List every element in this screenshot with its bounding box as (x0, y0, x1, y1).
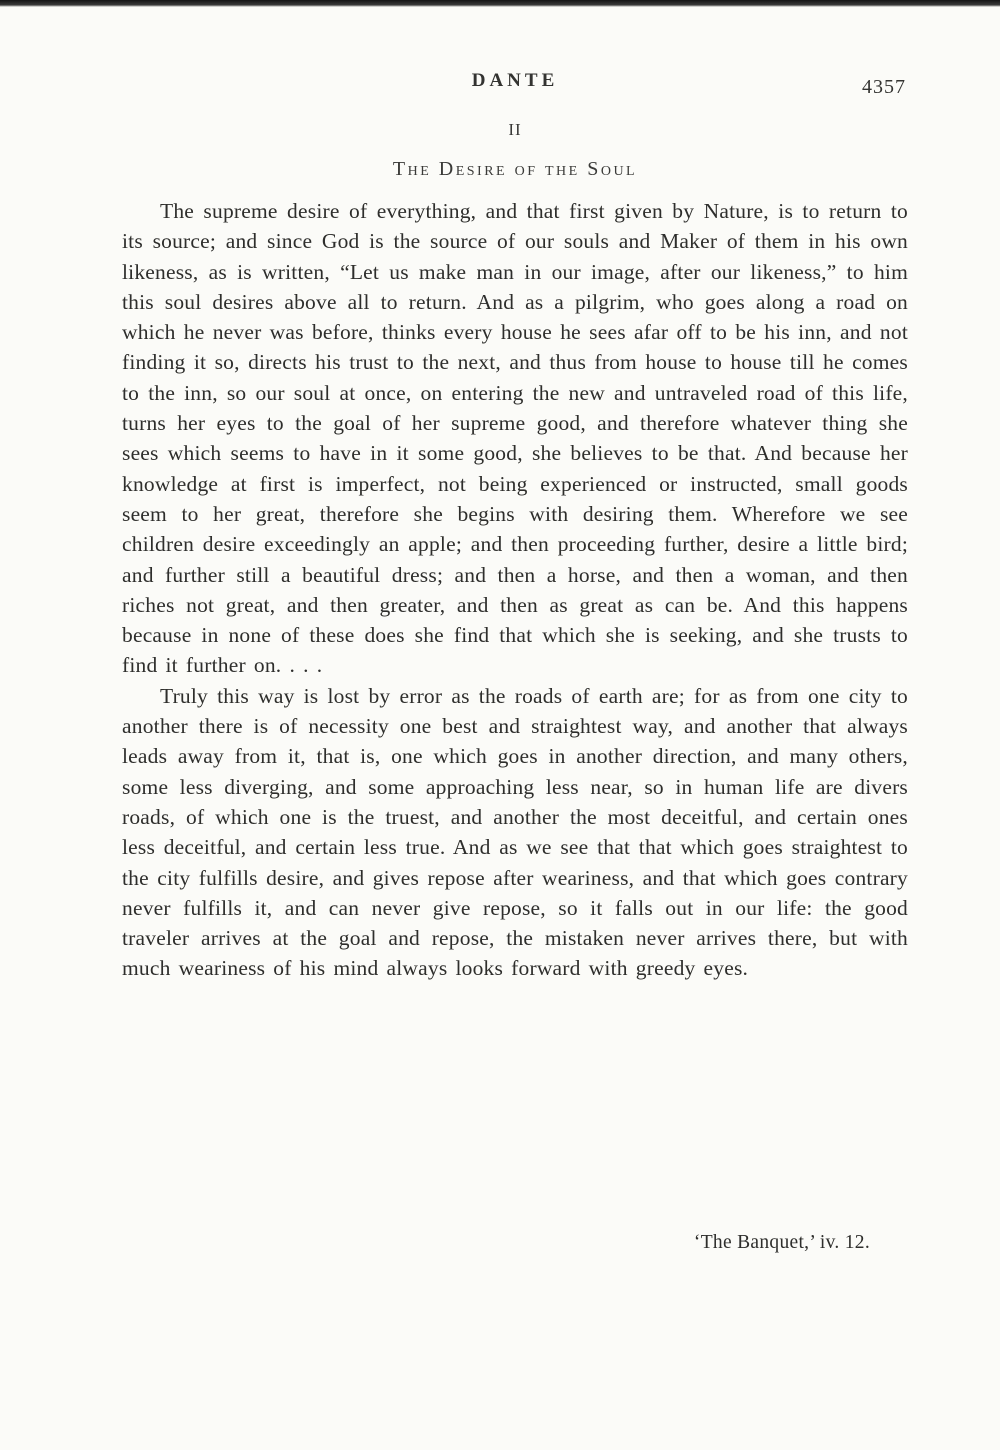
page-header (122, 70, 908, 100)
section-number: II (508, 120, 522, 139)
page-number: 4357 (862, 76, 906, 98)
paragraph-1: The supreme desire of everything, and that first given by Nature, is to return to its source; and since God is the source of our souls and Maker of them in his own likeness, as is written, “Let us make man in our image, after our likeness,” to him this soul desires above all to return. And as a pilgrim, who goes along a road on which he never was before, thinks every house he sees afar off to be his inn, and not finding it so, directs his trust to the next, and thus from house to house till he comes to the inn, so our soul at once, on entering the new and untraveled road of this life, turns her eyes to the goal of her supreme good, and therefore whatever thing she sees which seems to have in it some good, she believes to be that. And because her knowledge at first is imperfect, not being experienced or instructed, small goods seem to her great, therefore she begins with desiring them. Wherefore we see children desire exceedingly an apple; and then proceeding further, desire a little bird; and further still a beautiful dress; and then a horse, and then a woman, and then riches not great, and then greater, and then as great as can be. And this happens because in none of these does she find that which she is seeking, and she trusts to find it further on. . . . (122, 199, 908, 678)
paragraph-2: Truly this way is lost by error as the roads of earth are; for as from one city to another there is of necessity one best and straightest way, and another that always leads away from it, that is, one which goes in another direction, and many others, some less diverging, and some approaching less near, so in human life are divers roads, of which one is the truest, and another the most deceitful, and certain ones less deceitful, and certain less true. And as we see that that which goes straightest to the city fulfills desire, and gives repose after weariness, and that which goes contrary never fulfills it, and can never give repose, so it falls out in our life: the good traveler arrives at the goal and repose, the mistaken never arrives there, but with much weariness of his mind always looks forward with greedy eyes. (122, 683, 908, 981)
citation: ‘The Banquet,’ iv. 12. (693, 1232, 870, 1253)
section-title: The Desire of the Soul (392, 158, 638, 180)
scan-top-edge (0, 0, 1000, 7)
body-text (122, 196, 908, 984)
running-title: DANTE (471, 70, 559, 91)
